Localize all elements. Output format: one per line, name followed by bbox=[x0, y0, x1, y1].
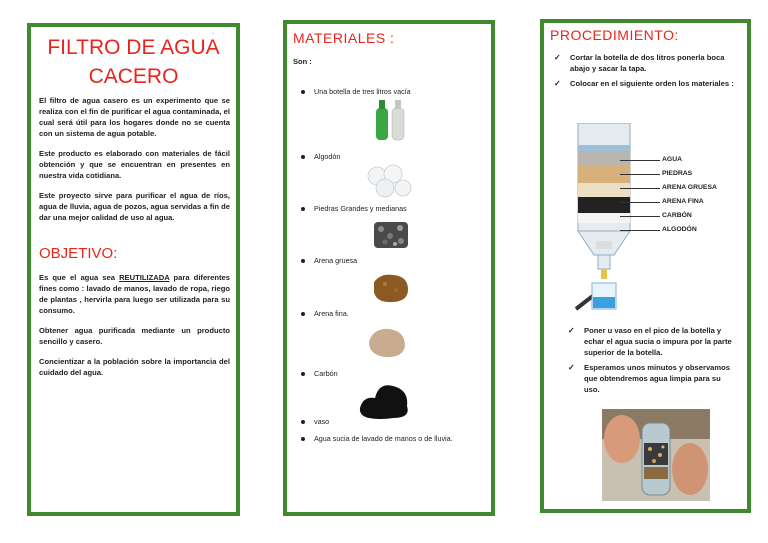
procedure-heading: PROCEDIMIENTO: bbox=[550, 27, 679, 43]
filter-diagram bbox=[572, 123, 634, 313]
layer-label-coarse-sand: ARENA GRUESA bbox=[662, 184, 717, 191]
materials-panel bbox=[283, 20, 495, 516]
procedure-bottom-steps bbox=[558, 325, 744, 399]
material-label: Algodón bbox=[314, 152, 341, 161]
procedure-panel bbox=[540, 19, 751, 513]
material-item-charcoal bbox=[301, 369, 338, 378]
objective-heading: OBJETIVO: bbox=[39, 245, 118, 262]
label-leader-line bbox=[620, 230, 660, 231]
materials-intro: Son : bbox=[293, 57, 312, 66]
bullet-icon bbox=[301, 437, 305, 441]
objective-item-1: Obtener agua purificada mediante un producto sencillo y casero. bbox=[39, 326, 230, 346]
stones-image bbox=[373, 220, 409, 250]
materials-heading: MATERIALES : bbox=[293, 30, 395, 46]
bullet-icon bbox=[301, 155, 305, 159]
material-item-bottle bbox=[301, 87, 411, 96]
material-item-cotton bbox=[301, 152, 340, 161]
material-item-coarse-sand bbox=[301, 256, 357, 265]
objective-text-pre: Es que el agua sea bbox=[39, 273, 120, 282]
layer-label-water: AGUA bbox=[662, 156, 683, 163]
material-label: Carbón bbox=[314, 369, 338, 378]
checkmark-icon: ✓ bbox=[554, 53, 561, 62]
fine-sand-image bbox=[365, 324, 409, 360]
layer-label-cotton: ALGODÓN bbox=[662, 226, 697, 233]
material-label: Arena gruesa bbox=[314, 256, 358, 265]
intro-paragraph-2: Este producto es elaborado con materiales de fácil obtención y que se encuentran en presentes en nuestra vida cotidiana. bbox=[39, 149, 230, 180]
label-leader-line bbox=[620, 216, 660, 217]
intro-panel bbox=[27, 23, 240, 516]
material-item-glass bbox=[301, 417, 329, 426]
objective-item-2: Concientizar a la población sobre la importancia del cuidado del agua. bbox=[39, 357, 230, 377]
bullet-icon bbox=[301, 207, 305, 211]
label-leader-line bbox=[620, 202, 660, 203]
material-item-dirty-water bbox=[301, 434, 453, 443]
charcoal-image bbox=[357, 378, 413, 420]
material-item-fine-sand bbox=[301, 309, 349, 318]
objective-emphasis: REUTILIZADA bbox=[119, 273, 170, 282]
objective-text-post: para diferentes fines como : lavado de manos, lavado de ropa, riego de plantas , hervirla para luego ser utilizada para su consumo. bbox=[39, 273, 230, 315]
bottles-image bbox=[371, 98, 411, 142]
material-label: vaso bbox=[314, 417, 330, 426]
label-leader-line bbox=[620, 174, 660, 175]
cotton-image bbox=[365, 164, 413, 198]
step-text: Esperamos unos minutos y observamos que obtendremos agua limpia para su uso. bbox=[584, 363, 731, 394]
layer-label-stones: PIEDRAS bbox=[662, 170, 693, 177]
procedure-step-3 bbox=[564, 325, 738, 358]
checkmark-icon: ✓ bbox=[554, 79, 561, 88]
layer-label-fine-sand: ARENA FINA bbox=[662, 198, 704, 205]
brochure-title: FILTRO DE AGUA CACERO bbox=[47, 36, 220, 88]
bullet-icon bbox=[301, 312, 305, 316]
checkmark-icon: ✓ bbox=[568, 363, 575, 372]
label-leader-line bbox=[620, 188, 660, 189]
objective-paragraph bbox=[39, 272, 230, 316]
label-leader-line bbox=[620, 160, 660, 161]
bullet-icon bbox=[301, 90, 305, 94]
material-item-stones bbox=[301, 204, 407, 213]
bullet-icon bbox=[301, 420, 305, 424]
layer-label-charcoal: CARBÓN bbox=[662, 212, 692, 219]
procedure-step-2 bbox=[550, 78, 741, 89]
step-text: Colocar en el siguiente orden los materiales : bbox=[570, 79, 734, 88]
material-label: Piedras Grandes y medianas bbox=[314, 204, 407, 213]
bullet-icon bbox=[301, 372, 305, 376]
material-label: Arena fina. bbox=[314, 309, 349, 318]
step-text: Cortar la botella de dos litros ponerla boca abajo y sacar la tapa. bbox=[570, 53, 725, 73]
step-text: Poner u vaso en el pico de la botella y echar el agua sucia o impura por la parte superior de la botella. bbox=[584, 326, 732, 357]
bullet-icon bbox=[301, 259, 305, 263]
checkmark-icon: ✓ bbox=[568, 326, 575, 335]
procedure-step-1 bbox=[550, 52, 741, 74]
procedure-step-4 bbox=[564, 362, 738, 395]
coarse-sand-image bbox=[371, 272, 411, 304]
filter-photo bbox=[602, 409, 710, 501]
intro-paragraph-3: Este proyecto sirve para purificar el agua de ríos, agua de lluvia, agua de pozos, agua servidas a fin de dar una mejor calidad de uso al agua. bbox=[39, 191, 230, 222]
material-label: Agua sucia de lavado de manos o de lluvia. bbox=[314, 434, 453, 443]
intro-paragraph-1: El filtro de agua casero es un experimento que se realiza con el fin de purificar el agua contaminada, el cual será útil para los hogares donde no se cuenta con un sistema de agua potable. bbox=[39, 96, 230, 138]
material-label: Una botella de tres litros vacía bbox=[314, 87, 411, 96]
